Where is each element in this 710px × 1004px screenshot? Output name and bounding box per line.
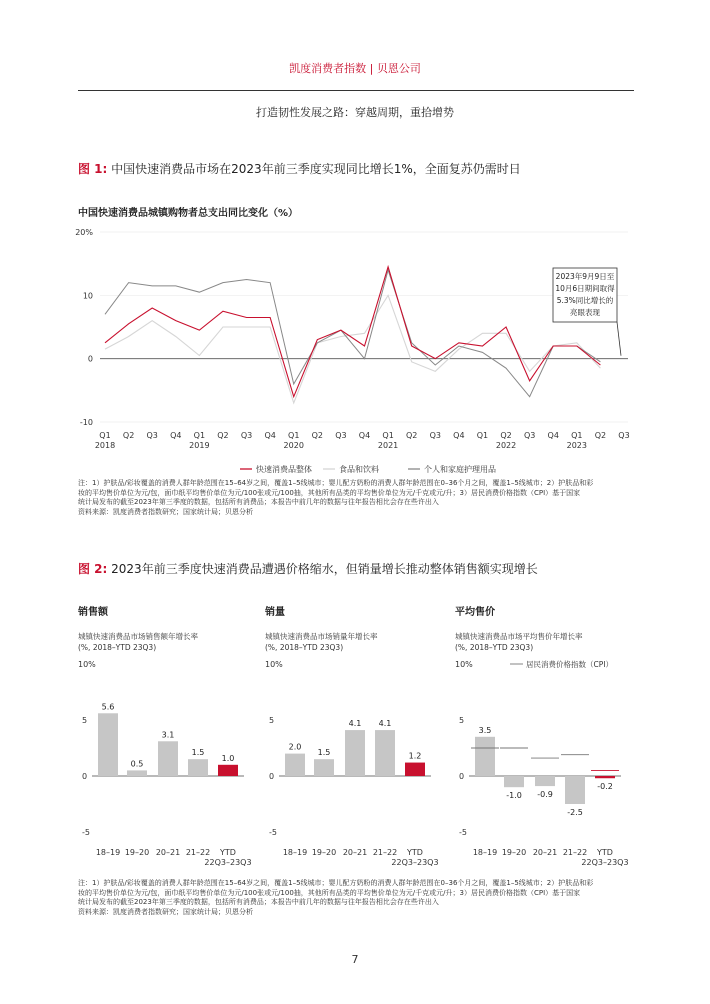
x-tick-label: YTD <box>597 848 613 857</box>
figure-2-note <box>78 879 638 917</box>
x-year-label: 2023 <box>566 441 587 450</box>
x-year-label: 2020 <box>283 441 304 450</box>
bar <box>98 713 118 776</box>
bar <box>127 770 147 776</box>
x-tick-label: 19–20 <box>311 848 337 857</box>
series-line-food <box>105 295 600 403</box>
bar <box>188 759 208 776</box>
line-chart <box>0 220 710 480</box>
bar <box>475 737 495 776</box>
panel-volume-header <box>265 603 435 653</box>
x-tick-label: Q3 <box>429 431 441 440</box>
x-tick-label: Q4 <box>547 431 559 440</box>
x-tick-label: YTD <box>220 848 236 857</box>
bar-value-label: 4.1 <box>348 719 362 729</box>
x-year-label: 2021 <box>377 441 399 450</box>
bar <box>375 730 395 776</box>
y-tick-label: 0 <box>87 354 93 364</box>
panel-price-header <box>455 603 635 653</box>
legend-label: 快速消费品整体 <box>256 465 312 474</box>
bar <box>405 763 425 776</box>
panel-heading: 销量 <box>265 607 285 618</box>
callout-text: 10月6日期间取得 <box>555 284 615 293</box>
x-tick-label: Q1 <box>288 431 300 440</box>
bar <box>535 776 555 786</box>
y-tick-label: 10% <box>455 660 473 669</box>
bar-value-label: 5.6 <box>101 702 115 712</box>
x-tick-label: 18–19 <box>472 848 498 857</box>
x-tick-label: Q2 <box>217 431 229 440</box>
figure-1-note <box>78 479 638 517</box>
legend-label: 食品和饮料 <box>339 465 379 474</box>
callout-pointer <box>617 322 621 356</box>
bar-value-label: -0.2 <box>597 782 613 792</box>
y-tick-label: -10 <box>79 418 93 427</box>
x-tick-label: Q2 <box>594 431 607 440</box>
x-tick-label: Q3 <box>523 431 536 440</box>
x-tick-label: 21–22 <box>562 848 588 857</box>
bar-charts <box>0 655 710 870</box>
bar-value-label: -2.5 <box>567 808 583 817</box>
note-line: 注：1）护肤品/彩妆覆盖的消费人群年龄范围在15–64岁之间，覆盖1–5线城市；婴儿配方奶粉的消费人群年龄范围在0–36个月之间，覆盖1–5线城市；2）护肤品和彩 <box>78 879 594 887</box>
panel-subtitle-2: (%, 2018–YTD 23Q3) <box>265 643 344 652</box>
y-tick-label: -5 <box>82 828 90 837</box>
panel-subtitle-1: 城镇快速消费品市场平均售价年增长率 <box>455 632 583 641</box>
x-tick-label: Q2 <box>311 431 324 440</box>
x-tick-label: 19–20 <box>124 848 150 857</box>
bar <box>595 776 615 778</box>
x-tick-label: 22Q3–23Q3 <box>204 858 252 867</box>
x-tick-label: Q2 <box>405 431 418 440</box>
note-source: 资料来源：凯度消费者指数研究；国家统计局；贝恩分析 <box>78 907 253 916</box>
callout-text: 亮眼表现 <box>570 308 600 317</box>
note-line: 妆的平均售价单位为元/包，面巾纸平均售价单位为元/100张或元/100抽，其他所有品类的平均售价单位为元/千克或元/升；3）居民消费价格指数（CPI）基于国家 <box>78 888 581 897</box>
series-line-care <box>105 270 600 397</box>
figure-2-label: 图 2: <box>78 562 108 576</box>
x-year-label: 2022 <box>495 441 517 450</box>
x-tick-label: Q4 <box>264 431 276 440</box>
figure-1-title-text: 中国快速消费品市场在2023年前三季度实现同比增长1%，全面复苏仍需时日 <box>111 162 521 176</box>
panel-subtitle-1: 城镇快速消费品市场销售额年增长率 <box>78 632 198 641</box>
figure-2-title <box>78 560 538 577</box>
note-line: 注：1）护肤品/彩妆覆盖的消费人群年龄范围在15–64岁之间，覆盖1–5线城市；婴儿配方奶粉的消费人群年龄范围在0–36个月之间，覆盖1–5线城市；2）护肤品和彩 <box>78 479 594 487</box>
x-tick-label: 20–21 <box>342 848 368 857</box>
bar <box>158 741 178 776</box>
figure-1-label: 图 1: <box>78 162 108 176</box>
y-tick-label: 0 <box>82 772 88 781</box>
bar-value-label: -1.0 <box>506 791 522 801</box>
bar <box>504 776 524 787</box>
x-year-label: 2018 <box>94 441 116 450</box>
x-tick-label: Q3 <box>146 431 158 440</box>
legend-label: 个人和家庭护理用品 <box>424 465 496 474</box>
x-tick-label: 20–21 <box>155 848 181 857</box>
y-tick-label: 5 <box>269 716 275 725</box>
y-tick-label: 20% <box>75 228 93 237</box>
x-tick-label: Q3 <box>240 431 253 440</box>
report-subtitle: 打造韧性发展之路：穿越周期，重拾增势 <box>256 106 454 119</box>
x-tick-label: 21–22 <box>372 848 398 857</box>
bar <box>345 730 365 776</box>
x-tick-label: 18–19 <box>282 848 308 857</box>
bar-value-label: 0.5 <box>130 759 144 769</box>
callout-text: 5.3%同比增长的 <box>556 296 614 305</box>
bar <box>565 776 585 804</box>
bar-value-label: 1.5 <box>191 748 205 758</box>
y-tick-label: 10% <box>78 660 96 669</box>
callout-text: 2023年9月9日至 <box>555 272 615 281</box>
bar-value-label: 1.5 <box>317 748 331 758</box>
y-tick-label: 5 <box>82 716 88 725</box>
panel-heading: 平均售价 <box>455 607 495 618</box>
y-tick-label: 10 <box>82 291 93 301</box>
x-tick-label: Q2 <box>122 431 135 440</box>
x-tick-label: Q3 <box>618 431 630 440</box>
figure-2-title-text: 2023年前三季度快速消费品遭遇价格缩水，但销量增长推动整体销售额实现增长 <box>111 562 538 576</box>
x-tick-label: Q4 <box>453 431 465 440</box>
panel-sales-header <box>78 603 228 653</box>
x-tick-label: Q1 <box>571 431 583 440</box>
x-tick-label: Q4 <box>170 431 182 440</box>
panel-subtitle-2: (%, 2018–YTD 23Q3) <box>78 643 157 652</box>
y-tick-label: 0 <box>269 772 275 781</box>
x-year-label: 2019 <box>189 441 210 450</box>
bar <box>218 765 238 776</box>
bar-value-label: -0.9 <box>537 790 553 800</box>
bar-value-label: 1.0 <box>221 753 235 763</box>
bar-value-label: 3.1 <box>161 730 175 740</box>
y-tick-label: -5 <box>269 828 277 837</box>
header-rule <box>78 90 634 91</box>
x-tick-label: 18–19 <box>95 848 121 857</box>
x-tick-label: 20–21 <box>532 848 558 857</box>
figure-1-chart-title: 中国快速消费品城镇购物者总支出同比变化（%） <box>78 208 299 219</box>
bar <box>314 759 334 776</box>
note-line: 妆的平均售价单位为元/包，面巾纸平均售价单位为元/100张或元/100抽，其他所有品类的平均售价单位为元/千克或元/升；3）居民消费价格指数（CPI）基于国家 <box>78 488 581 497</box>
bar-value-label: 2.0 <box>288 742 302 752</box>
bar-value-label: 1.2 <box>408 751 422 761</box>
panel-heading: 销售额 <box>78 607 108 618</box>
y-tick-label: -5 <box>459 828 467 837</box>
x-tick-label: Q1 <box>99 431 111 440</box>
x-tick-label: Q4 <box>358 431 371 440</box>
x-tick-label: Q3 <box>335 431 347 440</box>
cpi-legend-label: 居民消费价格指数（CPI） <box>526 660 613 669</box>
panel-subtitle-1: 城镇快速消费品市场销量年增长率 <box>265 632 378 641</box>
note-line: 统计局发布的截至2023年第三季度的数据，包括所有消费品；本报告中前几年的数据与往年报告相比会存在些许出入 <box>78 498 439 506</box>
x-tick-label: Q2 <box>500 431 512 440</box>
x-tick-label: 22Q3–23Q3 <box>581 858 629 867</box>
note-line: 统计局发布的截至2023年第三季度的数据，包括所有消费品；本报告中前几年的数据与往年报告相比会存在些许出入 <box>78 898 439 906</box>
bar-value-label: 4.1 <box>378 719 392 729</box>
x-tick-label: 21–22 <box>185 848 211 857</box>
x-tick-label: YTD <box>407 848 423 857</box>
page-number: 7 <box>351 953 359 966</box>
x-tick-label: 19–20 <box>501 848 527 857</box>
y-tick-label: 0 <box>459 772 465 781</box>
y-tick-label: 5 <box>459 716 465 725</box>
y-tick-label: 10% <box>265 660 283 669</box>
note-source: 资料来源：凯度消费者指数研究；国家统计局；贝恩分析 <box>78 507 253 516</box>
panel-subtitle-2: (%, 2018–YTD 23Q3) <box>455 643 534 652</box>
x-tick-label: Q1 <box>476 431 489 440</box>
x-tick-label: Q1 <box>382 431 394 440</box>
x-tick-label: Q1 <box>193 431 206 440</box>
bar <box>285 754 305 776</box>
header-brand: 凯度消费者指数 | 贝恩公司 <box>289 62 421 75</box>
x-tick-label: 22Q3–23Q3 <box>391 858 439 867</box>
bar-value-label: 3.5 <box>478 725 492 735</box>
figure-1-title <box>78 160 521 177</box>
